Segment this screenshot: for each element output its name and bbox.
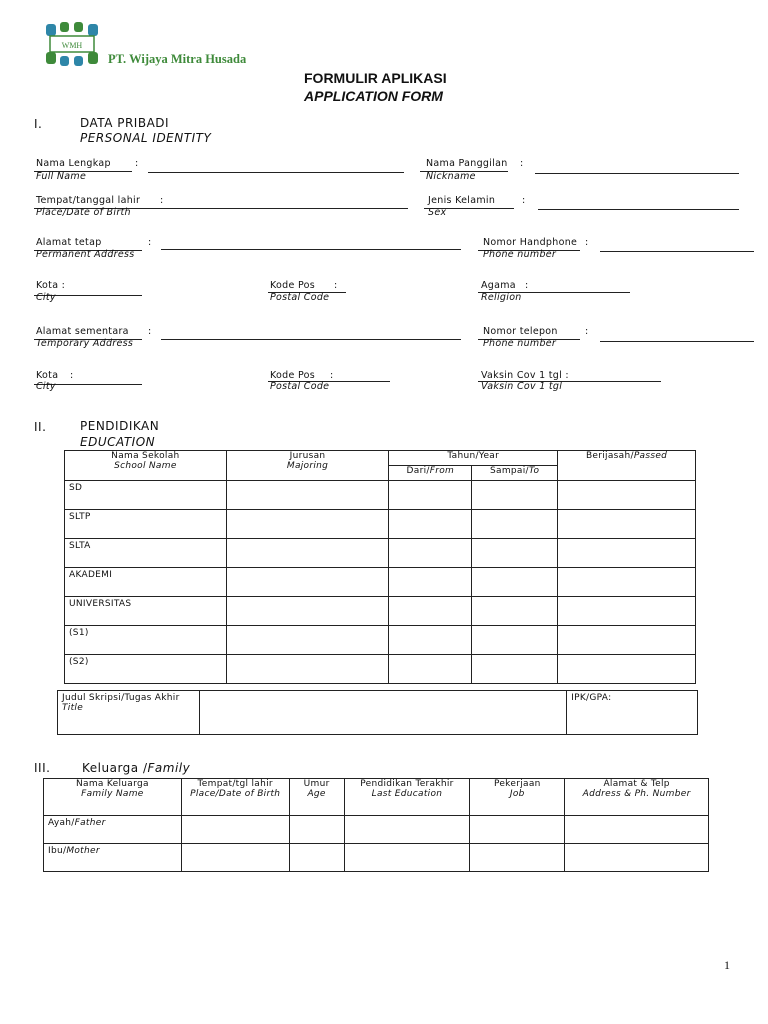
handphone-label: Nomor Handphone — [483, 237, 578, 248]
logo-mark-icon — [44, 20, 100, 68]
section2-subtitle: EDUCATION — [80, 435, 156, 449]
from-cell[interactable] — [389, 568, 472, 597]
sex-label: Jenis Kelamin — [428, 195, 496, 206]
passed-cell[interactable] — [558, 510, 696, 539]
postal2-sublabel: Postal Code — [270, 381, 330, 392]
temp-address-field[interactable] — [161, 339, 461, 340]
postal2-label: Kode Pos — [270, 370, 316, 381]
education-cell[interactable] — [344, 844, 470, 872]
major-cell[interactable] — [226, 510, 389, 539]
from-cell[interactable] — [389, 481, 472, 510]
header-school: Nama Sekolah School Name — [65, 451, 227, 481]
to-cell[interactable] — [472, 481, 558, 510]
education-level: AKADEMI — [65, 568, 227, 597]
handphone-colon: : — [585, 237, 589, 248]
passed-cell[interactable] — [558, 655, 696, 684]
header-major: Jurusan Majoring — [226, 451, 389, 481]
vaccine-label: Vaksin Cov 1 tgl : — [481, 370, 569, 381]
full-name-label: Nama Lengkap — [36, 158, 111, 169]
perm-address-field[interactable] — [161, 249, 461, 250]
table-row — [44, 816, 709, 844]
header-from: Dari/From — [389, 466, 472, 481]
address-cell[interactable] — [565, 816, 709, 844]
telephone-colon: : — [585, 326, 589, 337]
education-table — [64, 450, 696, 684]
religion-sublabel: Religion — [481, 292, 522, 303]
gpa-field[interactable] — [567, 691, 698, 735]
education-level: (S2) — [65, 655, 227, 684]
section1-subtitle: PERSONAL IDENTITY — [80, 131, 212, 145]
birth-label: Tempat/tanggal lahir — [36, 195, 141, 206]
postal1-sublabel: Postal Code — [270, 292, 330, 303]
to-cell[interactable] — [472, 539, 558, 568]
form-title: FORMULIR APLIKASI — [304, 70, 447, 86]
nickname-label: Nama Panggilan — [426, 158, 508, 169]
family-member: Ibu/Mother — [44, 844, 182, 872]
from-cell[interactable] — [389, 510, 472, 539]
city2-colon: : — [70, 370, 74, 381]
header-job: Pekerjaan Job — [470, 779, 565, 816]
to-cell[interactable] — [472, 626, 558, 655]
thesis-table — [57, 690, 698, 735]
table-row — [65, 539, 696, 568]
full-name-field[interactable] — [148, 172, 404, 173]
city2-sublabel: City — [36, 381, 56, 392]
sex-colon: : — [522, 195, 526, 206]
from-cell[interactable] — [389, 626, 472, 655]
table-row — [65, 510, 696, 539]
temp-address-colon: : — [148, 326, 152, 337]
job-cell[interactable] — [470, 816, 565, 844]
education-level: SD — [65, 481, 227, 510]
birth-cell[interactable] — [181, 844, 289, 872]
age-cell[interactable] — [289, 844, 344, 872]
table-row — [65, 568, 696, 597]
header-birth: Tempat/tgl lahir Place/Date of Birth — [181, 779, 289, 816]
header-family-name: Nama Keluarga Family Name — [44, 779, 182, 816]
passed-cell[interactable] — [558, 626, 696, 655]
section2-number: II. — [34, 420, 47, 434]
passed-cell[interactable] — [558, 539, 696, 568]
header-last-education: Pendidikan Terakhir Last Education — [344, 779, 470, 816]
header-address-phone: Alamat & Telp Address & Ph. Number — [565, 779, 709, 816]
vaccine-sublabel: Vaksin Cov 1 tgl — [481, 381, 563, 392]
logo-initials: WMH — [61, 41, 83, 50]
perm-address-colon: : — [148, 237, 152, 248]
family-member: Ayah/Father — [44, 816, 182, 844]
page-number: 1 — [724, 958, 730, 972]
from-cell[interactable] — [389, 655, 472, 684]
nickname-field[interactable] — [535, 173, 739, 174]
thesis-label: Judul Skripsi/Tugas Akhir Title — [58, 691, 200, 735]
header-passed: Berijasah/Passed — [558, 451, 696, 481]
education-level: SLTP — [65, 510, 227, 539]
telephone-field[interactable] — [600, 341, 754, 342]
gpa-label: IPK/GPA: — [571, 693, 612, 703]
section2-title: PENDIDIKAN — [80, 419, 160, 433]
postal2-colon: : — [330, 370, 334, 381]
birth-colon: : — [160, 195, 164, 206]
table-row — [65, 481, 696, 510]
section1-title: DATA PRIBADI — [80, 116, 170, 130]
education-cell[interactable] — [344, 816, 470, 844]
to-cell[interactable] — [472, 568, 558, 597]
telephone-sublabel: Phone number — [483, 338, 557, 349]
age-cell[interactable] — [289, 816, 344, 844]
header-age: Umur Age — [289, 779, 344, 816]
to-cell[interactable] — [472, 655, 558, 684]
temp-address-sublabel: Temporary Address — [36, 338, 134, 349]
postal1-colon: : — [334, 280, 338, 291]
address-cell[interactable] — [565, 844, 709, 872]
header-year: Tahun/Year — [389, 451, 558, 466]
major-cell[interactable] — [226, 568, 389, 597]
table-row — [65, 626, 696, 655]
birth-cell[interactable] — [181, 816, 289, 844]
full-name-sublabel: Full Name — [36, 171, 87, 182]
religion-label: Agama — [481, 280, 516, 291]
perm-address-label: Alamat tetap — [36, 237, 102, 248]
religion-colon: : — [525, 280, 529, 291]
telephone-label: Nomor telepon — [483, 326, 558, 337]
temp-address-label: Alamat sementara — [36, 326, 129, 337]
header-to: Sampai/To — [472, 466, 558, 481]
full-name-colon: : — [135, 158, 139, 169]
major-cell[interactable] — [226, 481, 389, 510]
major-cell[interactable] — [226, 655, 389, 684]
nickname-colon: : — [520, 158, 524, 169]
section3-title: Keluarga /Family — [82, 761, 191, 775]
sex-sublabel: Sex — [428, 207, 447, 218]
major-cell[interactable] — [226, 626, 389, 655]
company-logo — [44, 20, 100, 68]
nickname-sublabel: Nickname — [426, 171, 476, 182]
education-level: SLTA — [65, 539, 227, 568]
job-cell[interactable] — [470, 844, 565, 872]
education-level: (S1) — [65, 626, 227, 655]
perm-address-sublabel: Permanent Address — [36, 249, 135, 260]
table-row — [44, 844, 709, 872]
from-cell[interactable] — [389, 597, 472, 626]
handphone-field[interactable] — [600, 251, 754, 252]
section3-number: III. — [34, 761, 51, 775]
city2-label: Kota — [36, 370, 59, 381]
to-cell[interactable] — [472, 597, 558, 626]
city1-label: Kota : — [36, 280, 66, 291]
section1-number: I. — [34, 117, 43, 131]
passed-cell[interactable] — [558, 481, 696, 510]
major-cell[interactable] — [226, 597, 389, 626]
postal1-label: Kode Pos — [270, 280, 316, 291]
sex-field[interactable] — [538, 209, 739, 210]
table-row — [65, 597, 696, 626]
passed-cell[interactable] — [558, 568, 696, 597]
form-subtitle: APPLICATION FORM — [304, 88, 443, 104]
handphone-sublabel: Phone number — [483, 249, 557, 260]
birth-sublabel: Place/Date of Birth — [36, 207, 131, 218]
city1-sublabel: City — [36, 292, 56, 303]
education-level: UNIVERSITAS — [65, 597, 227, 626]
table-row — [65, 655, 696, 684]
from-cell[interactable] — [389, 539, 472, 568]
to-cell[interactable] — [472, 510, 558, 539]
company-name: PT. Wijaya Mitra Husada — [108, 52, 247, 66]
major-cell[interactable] — [226, 539, 389, 568]
family-table — [43, 778, 709, 872]
passed-cell[interactable] — [558, 597, 696, 626]
thesis-title-field[interactable] — [199, 691, 566, 735]
